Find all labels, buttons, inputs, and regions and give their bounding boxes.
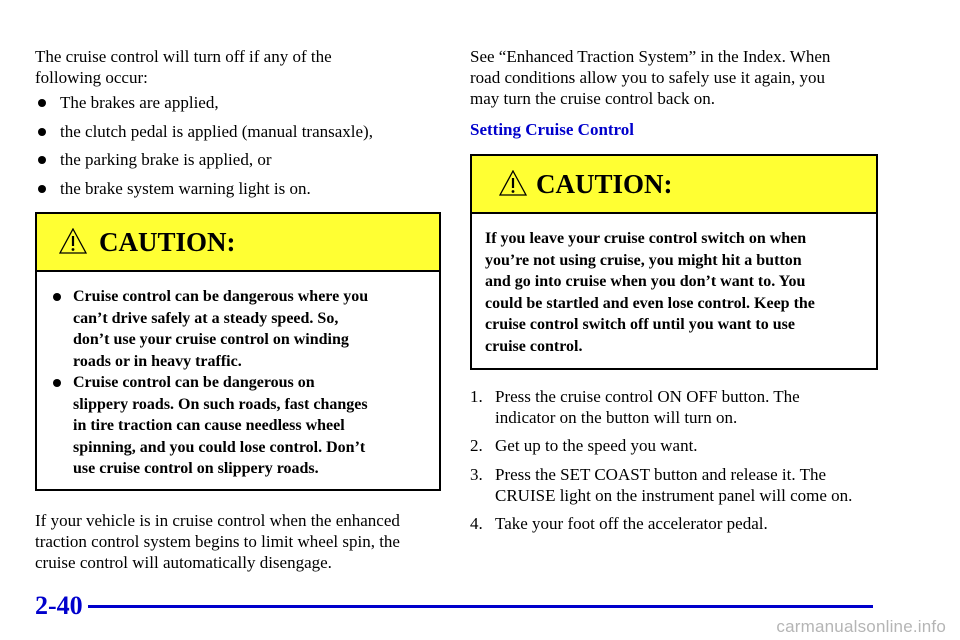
list-item: 3. Press the SET COAST button and release it. The CRUISE light on the instrument panel will come on. [470, 465, 853, 505]
list-item: 4. Take your foot off the accelerator pedal. [470, 514, 768, 533]
warning-triangle-icon [499, 170, 527, 196]
list-item: 1. Press the cruise control ON OFF button. The indicator on the button will turn on. [470, 387, 800, 427]
intro-paragraph: The cruise control will turn off if any of the following occur: [35, 47, 332, 87]
bullet-icon [53, 379, 61, 387]
caution-box-left [35, 212, 441, 491]
steps-list [470, 386, 877, 534]
caution-header [472, 156, 876, 214]
page-number: 2-40 [35, 591, 83, 620]
footer-divider [88, 605, 873, 608]
bullet-icon [38, 156, 46, 164]
disengage-paragraph: If your vehicle is in cruise control when the enhanced traction control system begins to limit wheel spin, the cruise control will automatically disengage. [35, 511, 400, 572]
caution-title: CAUTION: [99, 227, 236, 257]
section-heading: Setting Cruise Control [470, 120, 635, 139]
bullet-icon [38, 128, 46, 136]
step-number: 2. [470, 436, 483, 455]
list-item: the parking brake is applied, or [35, 149, 441, 170]
caution-header [37, 214, 439, 272]
list-item: the brake system warning light is on. [35, 178, 441, 199]
list-item: Cruise control can be dangerous on slippery roads. On such roads, fast changes in tire traction can cause needless wheel spinning, and you could lose control. Don’t use cruise control on slippery roads. [49, 372, 423, 480]
list-item: The brakes are applied, [35, 92, 441, 113]
step-number: 3. [470, 465, 483, 484]
bullet-icon [53, 293, 61, 301]
step-number: 1. [470, 387, 483, 406]
caution-list [49, 286, 423, 480]
caution-body [472, 214, 876, 357]
bullet-icon [38, 185, 46, 193]
caution-body [37, 272, 439, 480]
watermark: carmanualsonline.info [776, 617, 946, 636]
warning-triangle-icon [59, 228, 87, 254]
caution-title: CAUTION: [536, 169, 673, 199]
bullet-icon [38, 99, 46, 107]
list-item: 2. Get up to the speed you want. [470, 436, 698, 455]
step-number: 4. [470, 514, 483, 533]
caution-box-right [470, 154, 878, 370]
turn-off-conditions-list [35, 92, 441, 199]
list-item: the clutch pedal is applied (manual transaxle), [35, 121, 441, 142]
list-item: Cruise control can be dangerous where you can’t drive safely at a steady speed. So, don’t use your cruise control on winding roads or in heavy traffic. [49, 286, 423, 372]
traction-paragraph: See “Enhanced Traction System” in the Index. When road conditions allow you to safely use it again, you may turn the cruise control back on. [470, 47, 831, 108]
caution-text: If you leave your cruise control switch on when you’re not using cruise, you might hit a button and go into cruise when you don’t want to. You could be startled and even lose control. Keep the cruise control switch off until you want to use cruise control. [485, 230, 815, 355]
